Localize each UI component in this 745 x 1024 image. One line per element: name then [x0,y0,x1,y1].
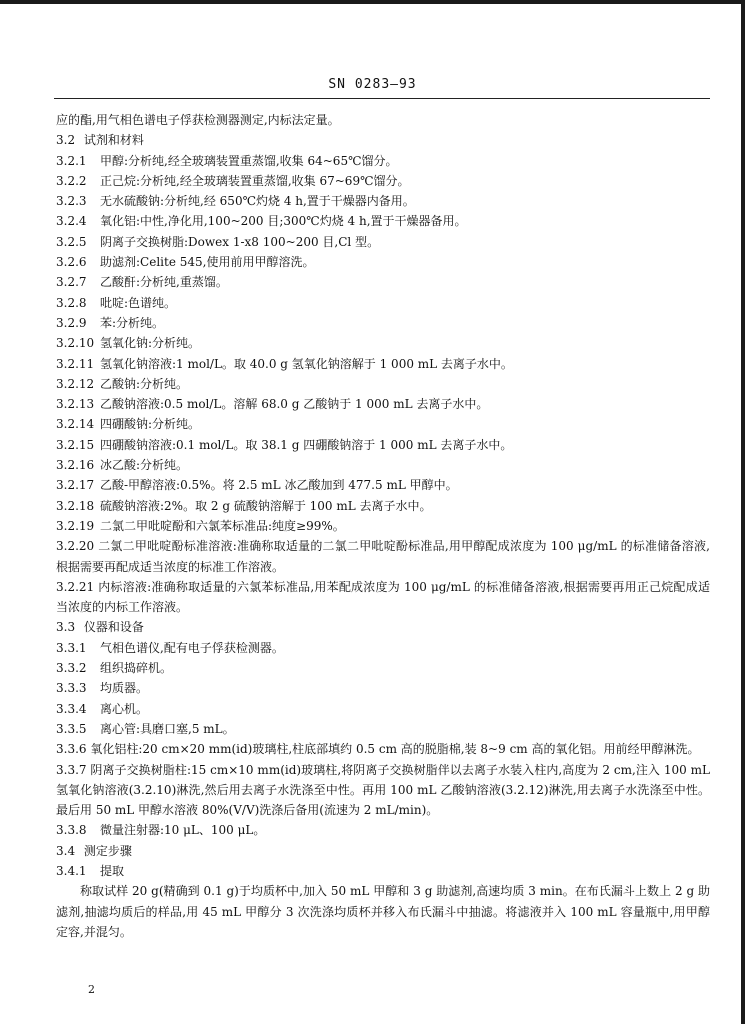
scan-border-top [0,0,745,4]
paragraph-3-3-6: 3.3.6 氧化铝柱:20 cm×20 mm(id)玻璃柱,柱底部填约 0.5 cm 高的脱脂棉,装 8~9 cm 高的氧化铝。用前经甲醇淋洗。 [56,742,700,757]
section-heading: 3.4 测定步骤 [56,843,132,858]
text-line: 应的酯,用气相色谱电子俘获检测器测定,内标法定量。 [56,113,340,127]
header-rule [54,98,710,99]
list-item: 3.2.7 乙酸酐:分析纯,重蒸馏。 [56,275,228,290]
list-item: 3.2.3 无水硫酸钠:分析纯,经 650℃灼烧 4 h,置于干燥器内备用。 [56,194,415,209]
list-item: 3.2.18 硫酸钠溶液:2%。取 2 g 硫酸钠溶解于 100 mL 去离子水中。 [56,498,432,513]
paragraph-3-2-20: 3.2.20 二氯二甲吡啶酚标准溶液:准确称取适量的二氯二甲吡啶酚标准品,用甲醇配成浓度为 100 μg/mL 的标准储备溶液,根据需要再配成适当浓度的标准工作溶液。 [56,539,710,574]
list-item: 3.3.4 离心机。 [56,701,149,716]
list-item: 3.3.2 组织捣碎机。 [56,661,173,676]
list-item: 3.2.11 氢氧化钠溶液:1 mol/L。取 40.0 g 氢氧化钠溶解于 1 000 mL 去离子水中。 [56,356,513,371]
list-item: 3.2.6 助滤剂:Celite 545,使用前用甲醇溶洗。 [56,255,315,270]
list-item: 3.2.19 二氯二甲吡啶酚和六氯苯标准品:纯度≥99%。 [56,518,345,533]
list-item: 3.2.10 氢氧化钠:分析纯。 [56,336,201,351]
page-number: 2 [88,983,95,996]
list-item: 3.2.1 甲醇:分析纯,经全玻璃装置重蒸馏,收集 64~65℃馏分。 [56,153,398,168]
list-item: 3.2.16 冰乙酸:分析纯。 [56,458,189,473]
list-item: 3.2.9 苯:分析纯。 [56,315,165,330]
paragraph-3-2-21: 3.2.21 内标溶液:准确称取适量的六氯苯标准品,用苯配成浓度为 100 μg/mL 的标准储备溶液,根据需要再用正己烷配成适当浓度的内标工作溶液。 [56,579,710,615]
document-body [56,110,710,942]
list-item: 3.2.5 阴离子交换树脂:Dowex 1-x8 100~200 目,Cl 型。 [56,234,380,249]
list-item: 3.3.5 离心管:具磨口塞,5 mL。 [56,721,235,736]
paragraph-3-4-1: 称取试样 20 g(精确到 0.1 g)于均质杯中,加入 50 mL 甲醇和 3 g 助滤剂,高速均质 3 min。在布氏漏斗上数上 2 g 助滤剂,抽滤均质后的样品,用 45 mL 甲醇分 3 次洗涤均质杯并移入布氏漏斗中抽滤。将滤液并入 100 mL 容量瓶中,用甲醇定容,并混匀。 [56,884,710,939]
list-item: 3.3.8 微量注射器:10 μL、100 μL。 [56,823,266,838]
list-item: 3.2.2 正己烷:分析纯,经全玻璃装置重蒸馏,收集 67~69℃馏分。 [56,173,410,188]
list-item: 3.3.1 气相色谱仪,配有电子俘获检测器。 [56,640,284,655]
section-heading: 3.3 仪器和设备 [56,620,144,635]
page-header: SN 0283—93 [328,77,417,92]
list-item: 3.4.1 提取 [56,863,125,878]
list-item: 3.2.17 乙酸-甲醇溶液:0.5%。将 2.5 mL 冰乙酸加到 477.5 mL 甲醇中。 [56,478,458,493]
paragraph-3-3-7: 3.3.7 阴离子交换树脂柱:15 cm×10 mm(id)玻璃柱,将阴离子交换树脂伴以去离子水装入柱内,高度为 2 cm,注入 100 mL 氢氧化钠溶液(3.2.10)淋洗,然后用去离子水洗涤至中性。再用 100 mL 乙酸钠溶液(3.2.12)淋洗,用去离子水洗涤至中性。最后用 50 mL 甲醇水溶液 80%(V/V)洗涤后备用(流速为 2 mL/min)。 [56,762,710,818]
list-item: 3.3.3 均质器。 [56,681,149,696]
list-item: 3.2.15 四硼酸钠溶液:0.1 mol/L。取 38.1 g 四硼酸钠溶于 1 000 mL 去离子水中。 [56,437,513,452]
list-item: 3.2.12 乙酸钠:分析纯。 [56,376,189,391]
list-item: 3.2.14 四硼酸钠:分析纯。 [56,417,201,432]
list-item: 3.2.13 乙酸钠溶液:0.5 mol/L。溶解 68.0 g 乙酸钠于 1 000 mL 去离子水中。 [56,397,489,412]
scan-border-right [741,0,745,1024]
list-item: 3.2.4 氧化铝:中性,净化用,100~200 目;300℃灼烧 4 h,置于干燥器备用。 [56,214,467,229]
section-heading: 3.2 试剂和材料 [56,133,144,148]
list-item: 3.2.8 吡啶:色谱纯。 [56,295,177,310]
